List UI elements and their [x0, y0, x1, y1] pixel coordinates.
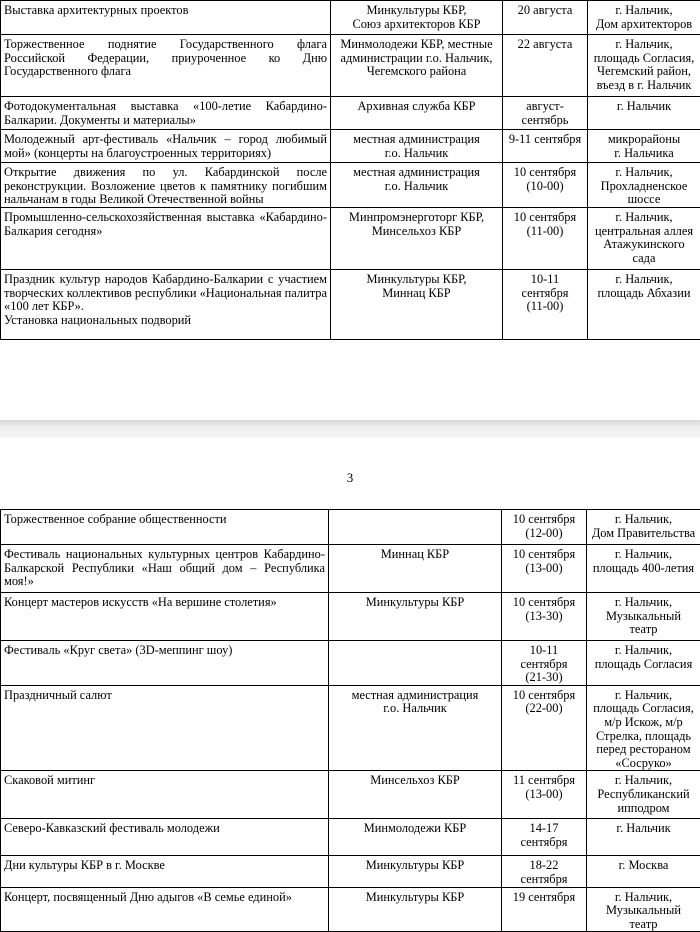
events-table-page-2: [0, 509, 700, 932]
event-cell: [1, 593, 329, 641]
venue-cell: [588, 208, 700, 270]
cell-text: г. Нальчик,: [590, 891, 697, 905]
cell-text: Минпромэнерготорг КБР,: [334, 211, 499, 225]
event-cell: [1, 163, 331, 208]
venue-cell: [588, 1, 700, 35]
table-row: [1, 130, 700, 163]
cell-text: театр: [590, 918, 697, 932]
cell-text: (11-00): [506, 300, 584, 314]
cell-text: 22 августа: [506, 38, 584, 52]
organizer-cell: [329, 685, 502, 771]
cell-text: Минкультуры КБР: [332, 859, 498, 873]
cell-text: Минкультуры КБР,: [334, 4, 499, 18]
table-row: [1, 510, 700, 545]
cell-text: Союз архитекторов КБР: [334, 18, 499, 32]
table-row: [1, 270, 700, 340]
cell-text: местная администрация: [334, 166, 499, 180]
venue-cell: [588, 270, 700, 340]
cell-text: Промышленно-сельскохозяйственная выставка «Кабардино-Балкария сегодня»: [4, 211, 327, 238]
venue-cell: [588, 163, 700, 208]
venue-cell: [587, 641, 700, 686]
cell-text: г. Нальчик,: [590, 596, 697, 610]
cell-text: площадь Абхазии: [591, 287, 697, 301]
cell-text: г.о. Нальчик: [332, 702, 498, 716]
venue-cell: [587, 887, 700, 932]
cell-text: Торжественное поднятие Государственного флага Российской Федерации, приуроченное ко Дню Государственного флага: [4, 38, 327, 79]
cell-text: Музыкальный: [590, 610, 697, 624]
venue-cell: [588, 130, 700, 163]
cell-text: 10 сентября: [506, 166, 584, 180]
cell-text: 10-11 сентября: [506, 273, 584, 300]
cell-text: г. Нальчик,: [590, 774, 697, 788]
event-cell: [1, 97, 331, 130]
cell-text: (10-00): [506, 180, 584, 194]
cell-text: г. Нальчик,: [590, 513, 697, 527]
date-cell: [502, 685, 587, 771]
date-cell: [502, 545, 587, 593]
cell-text: (13-30): [505, 610, 583, 624]
cell-text: г.о. Нальчик: [334, 180, 499, 194]
cell-text: (11-00): [506, 225, 584, 239]
organizer-cell: [331, 130, 503, 163]
table-row: [1, 35, 700, 97]
cell-text: Дом Правительства: [590, 527, 697, 541]
date-cell: [502, 887, 587, 932]
date-cell: [503, 1, 588, 35]
date-cell: [503, 35, 588, 97]
cell-text: Архивная служба КБР: [334, 100, 499, 114]
cell-text: Минсельхоз КБР: [332, 774, 498, 788]
cell-text: 10 сентября: [505, 596, 583, 610]
cell-text: 18-22 сентября: [505, 859, 583, 886]
date-cell: [503, 208, 588, 270]
cell-text: (13-00): [505, 788, 583, 802]
organizer-cell: [331, 1, 503, 35]
cell-text: г. Нальчик,: [591, 4, 697, 18]
document-page-2: [0, 438, 700, 915]
cell-text: площадь 400-летия: [590, 562, 697, 576]
organizer-cell: [331, 208, 503, 270]
cell-text: въезд в г. Нальчик: [591, 79, 697, 93]
cell-text: г. Нальчик,: [591, 166, 697, 180]
venue-cell: [587, 685, 700, 771]
table-row: [1, 819, 700, 856]
cell-text: г. Нальчик,: [590, 548, 697, 562]
cell-text: г. Москва: [590, 859, 697, 873]
venue-cell: [587, 856, 700, 887]
cell-text: Торжественное собрание общественности: [4, 513, 325, 527]
organizer-cell: [329, 887, 502, 932]
date-cell: [502, 641, 587, 686]
organizer-cell: [329, 593, 502, 641]
event-cell: [1, 819, 329, 856]
date-cell: [503, 270, 588, 340]
cell-text: г. Нальчик,: [591, 211, 697, 225]
cell-text: Миннац КБР: [332, 548, 498, 562]
cell-text: г. Нальчик,: [590, 644, 697, 658]
date-cell: [502, 593, 587, 641]
cell-text: площадь Согласия: [590, 658, 697, 672]
cell-text: Установка национальных подворий: [4, 314, 327, 328]
event-cell: [1, 545, 329, 593]
cell-text: 9-11 сентября: [506, 133, 584, 147]
organizer-cell: [329, 856, 502, 887]
cell-text: театр: [590, 623, 697, 637]
cell-text: Открытие движения по ул. Кабардинской после реконструкции. Возложение цветов к памятнику погибшим нальчанам в годы Великой Отечественной войны: [4, 166, 327, 207]
cell-text: Фотодокументальная выставка «100-летие Кабардино-Балкарии. Документы и материалы»: [4, 100, 327, 127]
event-cell: [1, 35, 331, 97]
organizer-cell: [329, 510, 502, 545]
organizer-cell: [329, 641, 502, 686]
table-row: [1, 771, 700, 819]
table-row: [1, 887, 700, 932]
organizer-cell: [329, 819, 502, 856]
cell-text: Минмолодежи КБР: [332, 822, 498, 836]
event-cell: [1, 510, 329, 545]
cell-text: г. Нальчик,: [590, 689, 697, 703]
cell-text: Прохладненское: [591, 180, 697, 194]
cell-text: сада: [591, 252, 697, 266]
cell-text: 10 сентября: [505, 513, 583, 527]
table-row: [1, 685, 700, 771]
cell-text: Стрелка, площадь: [590, 730, 697, 744]
cell-text: Праздничный салют: [4, 689, 325, 703]
organizer-cell: [331, 270, 503, 340]
cell-text: Праздник культур народов Кабардино-Балкарии с участием творческих коллективов республики «Национальная палитра «100 лет КБР».: [4, 273, 327, 314]
organizer-cell: [329, 545, 502, 593]
page-separator: [0, 420, 700, 438]
cell-text: 20 августа: [506, 4, 584, 18]
venue-cell: [587, 819, 700, 856]
cell-text: микрорайоны: [591, 133, 697, 147]
cell-text: Минкультуры КБР: [332, 891, 498, 905]
cell-text: м/р Искож, м/р: [590, 716, 697, 730]
cell-text: центральная аллея: [591, 225, 697, 239]
events-table-page-1: [0, 0, 700, 340]
cell-text: Атажукинского: [591, 238, 697, 252]
cell-text: площадь Согласия,: [591, 52, 697, 66]
table-row: [1, 1, 700, 35]
cell-text: 14-17 сентября: [505, 822, 583, 849]
date-cell: [503, 97, 588, 130]
cell-text: «Сосруко»: [590, 757, 697, 771]
cell-text: Фестиваль «Круг света» (3D-меппинг шоу): [4, 644, 325, 658]
table-row: [1, 856, 700, 887]
date-cell: [502, 856, 587, 887]
event-cell: [1, 685, 329, 771]
cell-text: Выставка архитектурных проектов: [4, 4, 327, 18]
cell-text: площадь Согласия,: [590, 702, 697, 716]
cell-text: сентябрь: [506, 114, 584, 128]
cell-text: местная администрация: [332, 689, 498, 703]
cell-text: Минсельхоз КБР: [334, 225, 499, 239]
cell-text: Фестиваль национальных культурных центров Кабардино-Балкарской Республики «Наш общий дом – Республика моя!»: [4, 548, 325, 589]
cell-text: шоссе: [591, 193, 697, 207]
cell-text: Северо-Кавказский фестиваль молодежи: [4, 822, 325, 836]
cell-text: (13-00): [505, 562, 583, 576]
cell-text: (22-00): [505, 702, 583, 716]
cell-text: Музыкальный: [590, 904, 697, 918]
cell-text: г. Нальчик,: [591, 38, 697, 52]
event-cell: [1, 856, 329, 887]
cell-text: Минкультуры КБР: [332, 596, 498, 610]
venue-cell: [588, 97, 700, 130]
table-row: [1, 593, 700, 641]
cell-text: г.о. Нальчик: [334, 147, 499, 161]
venue-cell: [587, 593, 700, 641]
cell-text: август-: [506, 100, 584, 114]
date-cell: [503, 163, 588, 208]
cell-text: Дни культуры КБР в г. Москве: [4, 859, 325, 873]
venue-cell: [587, 510, 700, 545]
cell-text: 10-11 сентября: [505, 644, 583, 671]
cell-text: г. Нальчик: [591, 100, 697, 114]
cell-text: г. Нальчика: [591, 147, 697, 161]
event-cell: [1, 641, 329, 686]
organizer-cell: [331, 163, 503, 208]
cell-text: 10 сентября: [505, 689, 583, 703]
cell-text: Минмолодежи КБР, местные администрации г.о. Нальчик, Чегемского района: [334, 38, 499, 79]
cell-text: 10 сентября: [505, 548, 583, 562]
cell-text: Скаковой митинг: [4, 774, 325, 788]
cell-text: Миннац КБР: [334, 287, 499, 301]
page-number: 3: [0, 470, 700, 486]
cell-text: Молодежный арт-фестиваль «Нальчик – город любимый мой» (концерты на благоустроенных территориях): [4, 133, 327, 160]
table-row: [1, 545, 700, 593]
organizer-cell: [331, 35, 503, 97]
cell-text: Концерт, посвященный Дню адыгов «В семье единой»: [4, 891, 325, 905]
table-row: [1, 208, 700, 270]
cell-text: г. Нальчик,: [591, 273, 697, 287]
cell-text: (12-00): [505, 527, 583, 541]
cell-text: ипподром: [590, 802, 697, 816]
event-cell: [1, 1, 331, 35]
cell-text: (21-30): [505, 671, 583, 685]
date-cell: [502, 771, 587, 819]
organizer-cell: [329, 771, 502, 819]
cell-text: 10 сентября: [506, 211, 584, 225]
cell-text: местная администрация: [334, 133, 499, 147]
cell-text: г. Нальчик: [590, 822, 697, 836]
venue-cell: [587, 771, 700, 819]
venue-cell: [587, 545, 700, 593]
organizer-cell: [331, 97, 503, 130]
event-cell: [1, 771, 329, 819]
document-page-1: [0, 0, 700, 420]
event-cell: [1, 270, 331, 340]
cell-text: Минкультуры КБР,: [334, 273, 499, 287]
event-cell: [1, 208, 331, 270]
cell-text: Дом архитекторов: [591, 18, 697, 32]
cell-text: 19 сентября: [505, 891, 583, 905]
table-row: [1, 163, 700, 208]
cell-text: Концерт мастеров искусств «На вершине столетия»: [4, 596, 325, 610]
date-cell: [502, 510, 587, 545]
date-cell: [502, 819, 587, 856]
cell-text: 11 сентября: [505, 774, 583, 788]
date-cell: [503, 130, 588, 163]
cell-text: Чегемский район,: [591, 65, 697, 79]
table-row: [1, 97, 700, 130]
event-cell: [1, 887, 329, 932]
venue-cell: [588, 35, 700, 97]
cell-text: перед рестораном: [590, 743, 697, 757]
event-cell: [1, 130, 331, 163]
table-row: [1, 641, 700, 686]
cell-text: Республиканский: [590, 788, 697, 802]
